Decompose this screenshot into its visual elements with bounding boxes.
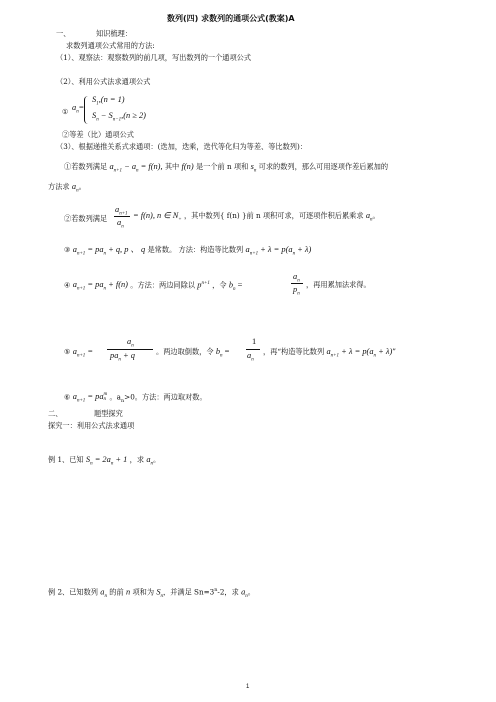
item-5-fraction-denominator: $pa_n + q$ [110,351,135,363]
formula-1-equals: = [79,103,84,112]
example-1: 例 1、已知 $S_n = 2a_n + 1$ ，求 $a_n$。 [48,455,161,467]
item-5-fraction-bar [107,349,153,350]
item-4-fraction-bar [291,283,303,284]
item-2-fraction-bar [114,216,130,217]
section-2-title: 题型探究 [94,409,123,418]
page-number: 1 [246,684,250,690]
section-1-number: 一、 [56,29,71,38]
item-5-fraction-2-denominator: $a_n$ [247,351,254,363]
item-4-part-2: ，再用累加法求得。 [306,280,371,289]
example-2: 例 2、已知数列 $a_n$ 的前 n 项和为 $S_n$，并满足 $Sn=3^n-2$，求 $a_n$。 [48,587,255,599]
formula-1-lhs: $a_n$ [72,103,79,115]
formula-1-case-1: $S_1,(n = 1)$ [92,95,125,107]
method-2: （2）、利用公式法求通项公式 [56,77,151,86]
explore-1: 探究一：利用公式法求通项 [48,421,135,430]
item-2-fraction-numerator: $a_{n+1}$ [115,205,128,217]
item-2-prefix: ②若数列满足 [64,214,108,223]
item-5-fraction-numerator: $a_n$ [127,337,134,349]
item-4-part-1: ④ $a_{n+1} = pa_n + f(n)$ 。方法：两边同除以 $p^{n+1}$ ，令 $b_n$ = [64,280,243,293]
item-5-fraction-2-numerator: 1 [252,337,257,346]
page-title: 数列(四) 求数列的通项公式(教案)A [167,14,295,23]
item-4-fraction-denominator: $p_n$ [293,285,300,297]
formula-2: ②等差（比）通项公式 [62,130,134,139]
item-5-prefix: ⑤ $a_{n+1}$ = [64,347,94,359]
item-5-middle: 。两边取倒数，令 $b_n$ = [156,347,230,359]
method-1: （1）、观察法：观察数列的前几项，写出数列的一个通项公式 [56,53,252,62]
section-1-title: 知识梳理： [96,29,132,38]
item-2-rest: = f(n), n ∈ $N_+$ ，其中数列{ f(n) }前 n 项积可求，可逐项作积后累乘求 $a_n$。 [133,211,380,223]
item-3: ③ $a_{n+1} = pa_n + q$, p 、 q 是常数。 方法：构造等比数列 $a_{n+1} + \lambda = p(a_n + \lambda)$ [64,245,312,257]
section-2-number: 二、 [48,409,63,418]
method-3: （3）、根据递推关系式求通项：(迭加，迭乘，迭代等化归为等差、等比数列)： [56,142,307,151]
item-4-fraction-numerator: $a_n$ [293,272,300,284]
methods-intro: 求数列通项公式常用的方法: [66,41,155,50]
formula-1-brace [84,96,91,124]
item-1-line-2: 方法求 $a_n$。 [48,182,86,194]
item-5-fraction-2-bar [246,349,260,350]
item-6: ⑥ $a_{n+1}$ = pa m n 。$a_n>0$。方法：两边取对数。 [64,392,207,405]
item-2-fraction-denominator: $a_n$ [117,218,124,230]
item-1: ①若数列满足 $a_{n+1} - a_n = f(n)$, 其中 f(n) 是一个前 n 项和 $s_n$ 可求的数列，那么可用逐项作差后累加的 [64,162,389,174]
item-5-end: ，再“构造等比数列 $a_{n+1} + \lambda = p(a_n + \lambda)$” [263,347,396,359]
formula-1-case-2: $S_n - S_{n-1},(n \ge 2)$ [92,111,146,123]
formula-1-marker: ① [62,107,69,116]
